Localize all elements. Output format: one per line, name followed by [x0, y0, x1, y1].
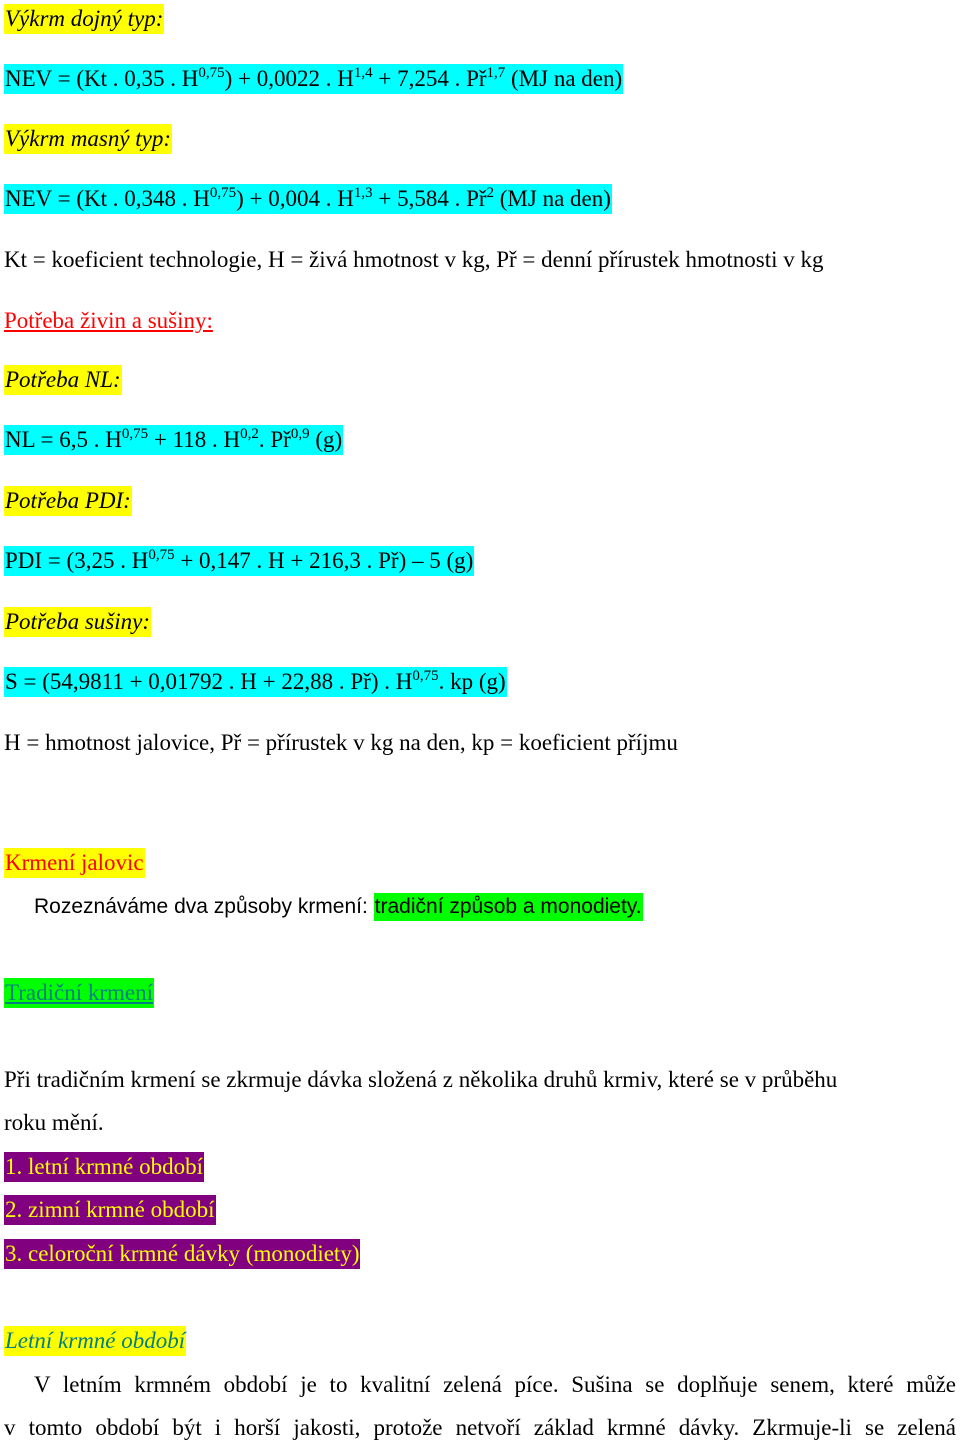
formula-nev-masny: NEV = (Kt . 0,348 . H$^{0,75}$) + 0,004 . H$^{1,3}$ + 5,584 . $Př^2$ (MJ na den) [4, 184, 612, 214]
heading-krmeni-jalovic: Krmení jalovic [4, 848, 145, 878]
formula-pdi: PDI = (3,25 . H$^{0,75}$ + 0,147 . H + 216,3 . Př) – 5 (g) [4, 546, 474, 576]
heading-tradicni-krmeni: Tradiční krmení [4, 978, 154, 1008]
letni-para-line1: V letním krmném období je to kvalitní zelená píce. Sušina se doplňuje senem, které může [34, 1372, 956, 1397]
formula-nev-dojny: NEV = (Kt . 0,35 . H$^{0,75}$) + 0,0022 . H$^{1,4}$ + 7,254 . Př$^{1,7}$ (MJ na den) [4, 64, 623, 94]
list-item-celorocni: 3. celoroční krmné dávky (monodiety) [4, 1239, 360, 1269]
heading-potreba-pdi: Potřeba PDI: [4, 486, 132, 516]
heading-potreba-zivin: Potřeba živin a sušiny: [4, 308, 213, 333]
krmeni-intro-highlight: tradiční způsob a monodiety. [374, 893, 643, 921]
list-item-zimni: 2. zimní krmné období [4, 1195, 216, 1225]
legend-jalovice: H = hmotnost jalovice, Př = přírustek v kg na den, kp = koeficient příjmu [4, 730, 678, 755]
heading-potreba-nl: Potřeba NL: [4, 365, 122, 395]
list-item-letni: 1. letní krmné období [4, 1152, 204, 1182]
formula-susina: S = (54,9811 + 0,01792 . H + 22,88 . Př) . H$^{0,75}$. kp (g) [4, 667, 507, 697]
heading-vykrm-masny: Výkrm masný typ: [4, 124, 172, 154]
tradicni-para-line2: roku mění. [4, 1110, 104, 1135]
heading-potreba-susiny: Potřeba sušiny: [4, 607, 151, 637]
tradicni-para-line1: Při tradičním krmení se zkrmuje dávka složená z několika druhů krmiv, které se v průběhu [4, 1067, 838, 1092]
heading-vykrm-dojny: Výkrm dojný typ: [4, 4, 164, 34]
legend-nev: Kt = koeficient technologie, H = živá hmotnost v kg, Př = denní přírustek hmotnosti v kg [4, 247, 824, 272]
formula-nl: NL = 6,5 . H$^{0,75}$ + 118 . H$^{0,2}$. Př$^{0,9}$ (g) [4, 425, 343, 455]
letni-para-line2: v tomto období být i horší jakosti, protože netvoří základ krmné dávky. Zkrmuje-li se zelená [4, 1415, 956, 1440]
krmeni-intro: Rozeznáváme dva způsoby krmení: tradiční způsob a monodiety. [34, 892, 643, 922]
heading-letni-obdobi: Letní krmné období [4, 1326, 186, 1356]
